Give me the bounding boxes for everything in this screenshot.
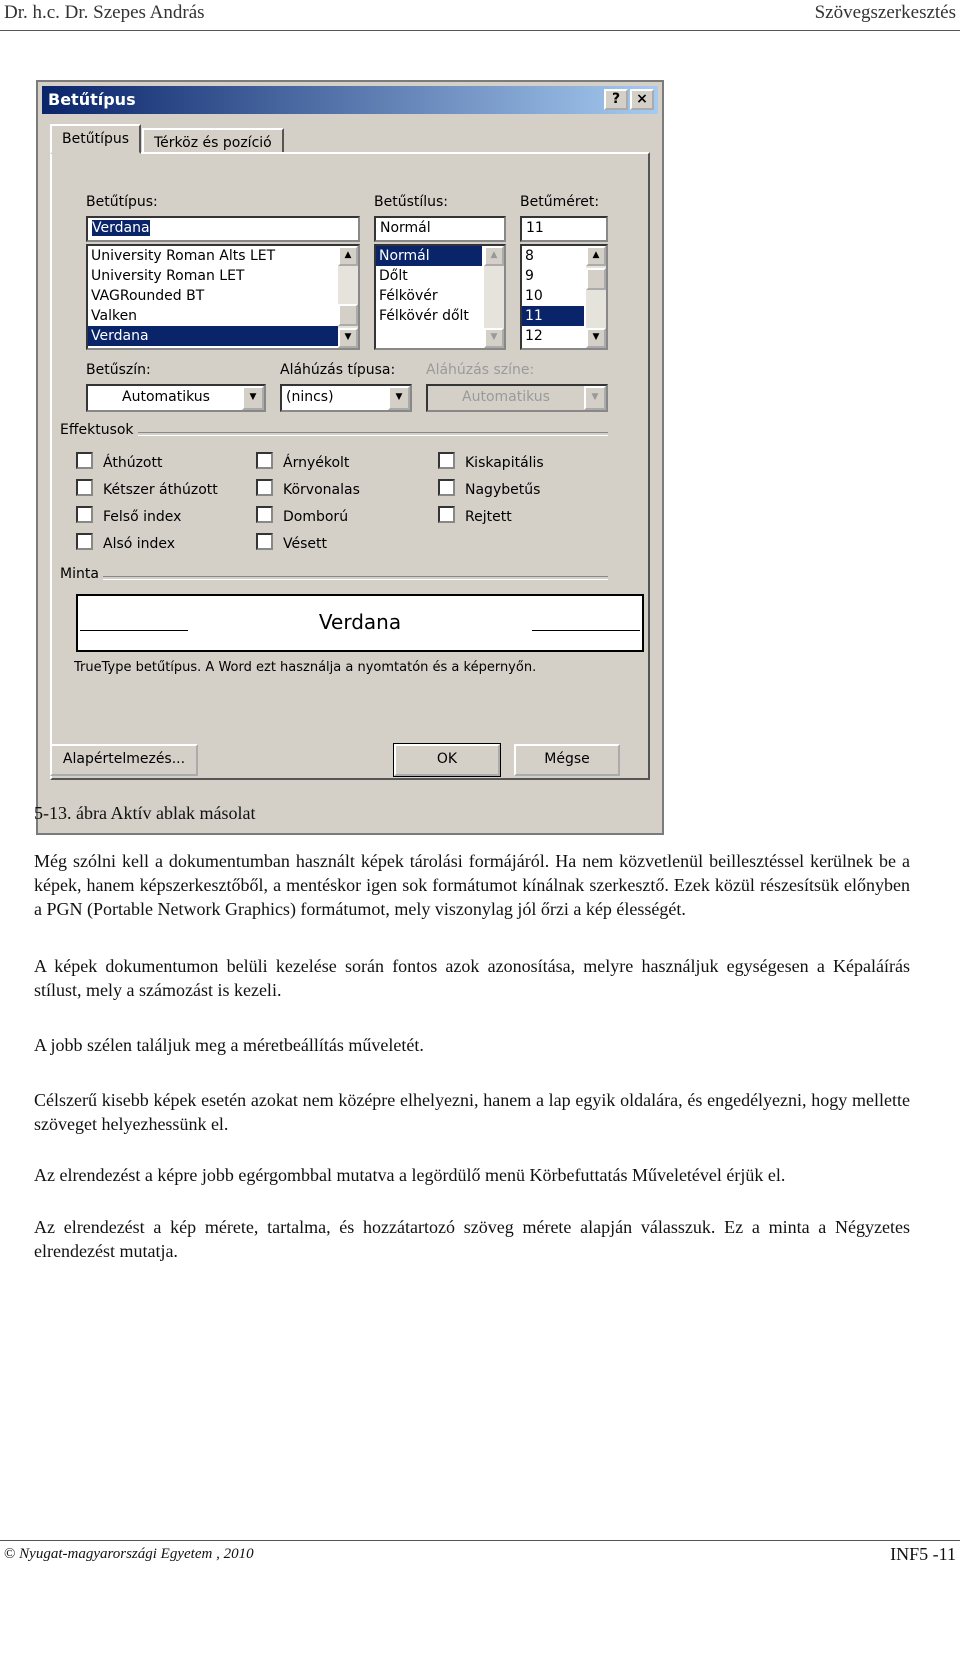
copyright-icon: © (4, 1546, 16, 1562)
list-item[interactable]: 8 (525, 248, 534, 264)
list-item[interactable]: 12 (525, 328, 543, 344)
header-section: Szövegszerkesztés (814, 2, 956, 23)
scroll-down-icon[interactable]: ▼ (338, 328, 358, 348)
footer-institution: Nyugat-magyarországi Egyetem , 2010 (19, 1546, 254, 1562)
font-list[interactable] (86, 244, 360, 350)
font-dialog (36, 80, 664, 835)
paragraph: Még szólni kell a dokumentumban használt képek tárolási formájáról. Ha nem közvetlenül beillesztéssel kerülnek be a képek, hanem képszerkesztőből, a mentéskor igen sok formátumot kínálnak szerkesztő. Ezek közül részesítsük előnyben a PGN (Portable Network Graphics) formátumot, mely viszonylag jól őrzi a kép élességét. (34, 851, 910, 919)
figure-caption: 5-13. ábra Aktív ablak másolat (34, 803, 256, 823)
scroll-up-icon[interactable]: ▲ (338, 246, 358, 266)
paragraph: Célszerű kisebb képek esetén azokat nem középre elhelyezni, hanem a lap egyik oldalára, és engedélyezni, hogy mellette szöveget helyezhessünk el. (34, 1090, 910, 1134)
checkbox-outline[interactable]: Körvonalas (256, 479, 360, 498)
underline-color-label: Aláhúzás színe: (426, 362, 535, 378)
list-item[interactable]: Félkövér (379, 288, 438, 304)
font-scrollbar[interactable] (338, 246, 358, 348)
ok-button[interactable]: OK (394, 744, 500, 776)
style-input[interactable]: Normál (374, 216, 506, 242)
style-label: Betűstílus: (374, 194, 449, 210)
list-item-selected[interactable]: Verdana (88, 326, 358, 346)
checkbox-superscript[interactable]: Felső index (76, 506, 181, 525)
footer-left (4, 1546, 254, 1563)
list-item[interactable]: Valken (91, 308, 138, 324)
style-scrollbar[interactable] (484, 246, 504, 348)
font-preview (76, 594, 644, 652)
underline-color-select: Automatikus ▼ (426, 384, 608, 412)
cancel-button[interactable]: Mégse (514, 744, 620, 776)
header-author: Dr. h.c. Dr. Szepes András (4, 2, 205, 23)
scroll-down-icon[interactable]: ▼ (484, 328, 504, 348)
sample-divider (62, 576, 608, 580)
list-item-selected[interactable]: Normál (376, 246, 482, 266)
size-scrollbar[interactable] (586, 246, 606, 348)
list-item[interactable]: 10 (525, 288, 543, 304)
scroll-up-icon[interactable]: ▲ (586, 246, 606, 266)
paragraph: A képek dokumentumon belüli kezelése során fontos azok azonosítása, melyre használjuk egységesen a Képaláírás stílust, mely a számozást is kezeli. (34, 956, 910, 1000)
checkbox-double-strikethrough[interactable]: Kétszer áthúzott (76, 479, 218, 498)
size-input[interactable]: 11 (520, 216, 608, 242)
list-item[interactable]: VAGRounded BT (91, 288, 205, 304)
tab-spacing[interactable]: Térköz és pozíció (142, 128, 284, 154)
paragraph: Az elrendezést a képre jobb egérgombbal mutatva a legördülő menü Körbefuttatás Műveletével érjük el. (34, 1165, 786, 1185)
footer-rule (0, 1540, 960, 1541)
scroll-down-icon[interactable]: ▼ (586, 328, 606, 348)
list-item-selected[interactable]: 11 (522, 306, 584, 326)
checkbox-engrave[interactable]: Vésett (256, 533, 327, 552)
default-button[interactable]: Alapértelmezés... (50, 744, 198, 776)
font-input[interactable]: Verdana (86, 216, 360, 242)
paragraph: Az elrendezést a kép mérete, tartalma, és hozzátartozó szöveg mérete alapján válasszuk. Ez a minta a Négyzetes elrendezést mutatja. (34, 1217, 910, 1261)
list-item[interactable]: Dőlt (379, 268, 408, 284)
scroll-thumb[interactable] (586, 268, 606, 290)
checkbox-subscript[interactable]: Alsó index (76, 533, 175, 552)
color-select[interactable]: Automatikus ▼ (86, 384, 266, 412)
scroll-thumb[interactable] (338, 304, 358, 326)
sample-label: Minta (60, 566, 103, 582)
list-item[interactable]: 9 (525, 268, 534, 284)
dialog-titlebar (42, 86, 658, 114)
chevron-down-icon: ▼ (584, 386, 606, 410)
style-list[interactable] (374, 244, 506, 350)
effects-divider (62, 432, 608, 436)
page-header (0, 0, 960, 31)
effects-label: Effektusok (60, 422, 138, 438)
page-number: INF5 -11 (890, 1544, 956, 1564)
help-button[interactable]: ? (604, 89, 628, 110)
tab-font[interactable]: Betűtípus (50, 124, 141, 154)
list-item[interactable]: University Roman Alts LET (91, 248, 276, 264)
underline-label: Aláhúzás típusa: (280, 362, 396, 378)
dialog-title: Betűtípus (48, 90, 136, 109)
checkbox-small-caps[interactable]: Kiskapitális (438, 452, 544, 471)
checkbox-shadow[interactable]: Árnyékolt (256, 452, 349, 471)
checkbox-strikethrough[interactable]: Áthúzott (76, 452, 162, 471)
chevron-down-icon[interactable]: ▼ (388, 386, 410, 410)
list-item[interactable]: Félkövér dőlt (379, 308, 469, 324)
list-item[interactable]: University Roman LET (91, 268, 245, 284)
font-label: Betűtípus: (86, 194, 158, 210)
preview-text: Verdana (318, 610, 402, 634)
checkbox-emboss[interactable]: Domború (256, 506, 348, 525)
scroll-up-icon[interactable]: ▲ (484, 246, 504, 266)
close-button[interactable]: × (630, 89, 654, 110)
color-label: Betűszín: (86, 362, 151, 378)
checkbox-all-caps[interactable]: Nagybetűs (438, 479, 540, 498)
paragraph: A jobb szélen találjuk meg a méretbeállítás műveletét. (34, 1035, 424, 1055)
size-list[interactable] (520, 244, 608, 350)
size-label: Betűméret: (520, 194, 600, 210)
font-note: TrueType betűtípus. A Word ezt használja a nyomtatón és a képernyőn. (74, 660, 537, 675)
underline-select[interactable]: (nincs) ▼ (280, 384, 412, 412)
checkbox-hidden[interactable]: Rejtett (438, 506, 512, 525)
chevron-down-icon[interactable]: ▼ (242, 386, 264, 410)
